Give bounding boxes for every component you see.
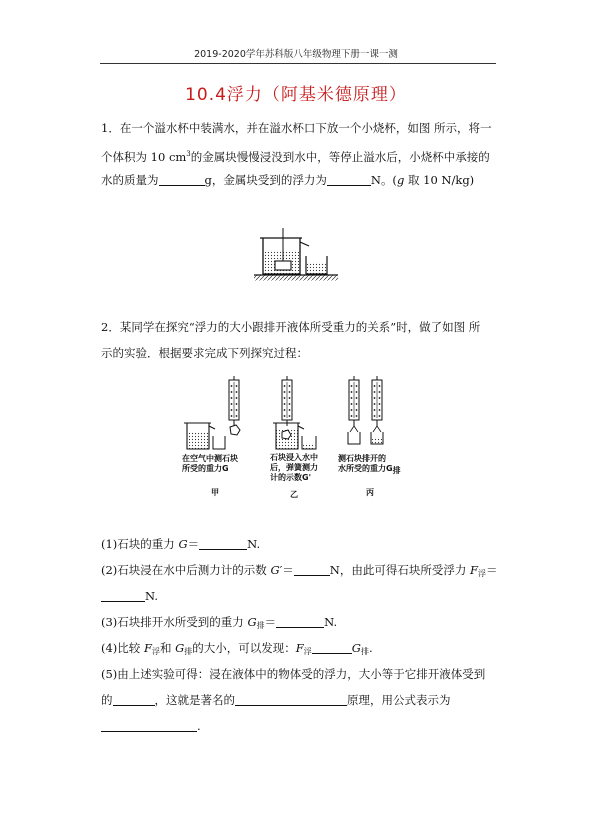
q2-line-2: 示的实验．根据要求完成下列探究过程：: [101, 346, 308, 360]
ground: [254, 275, 338, 281]
page-header: 2019-2020学年苏科版八年级物理下册一课一测: [194, 49, 398, 60]
answer-blank[interactable]: [294, 563, 330, 576]
label-jia: 甲: [211, 488, 219, 497]
overflow-cup: [184, 423, 215, 449]
caption-yi: 石块浸入水中 后，弹簧测力 计的示数G': [270, 453, 318, 482]
answer-blank[interactable]: [101, 719, 197, 732]
label-bing: 丙: [366, 488, 374, 497]
metal-block-on-string: [275, 228, 291, 270]
subq-5-formula: .: [101, 718, 201, 734]
caption-bing: 测石块排开的 水所受的重力G排: [338, 454, 401, 475]
setup-yi: [273, 376, 316, 449]
stone: [230, 425, 240, 435]
overflow-cup-figure: [252, 224, 342, 286]
header-rule: [100, 63, 496, 64]
answer-blank[interactable]: [199, 537, 247, 550]
beaker-with-water-hanging: [371, 426, 383, 444]
subq-2-cont: N.: [101, 588, 158, 604]
caption-jia: 在空气中测石块 所受的重力G: [182, 454, 238, 473]
label-yi: 乙: [290, 490, 298, 499]
q2-line-1: 2．某同学在探究“浮力的大小跟排开液体所受重力的关系”时，做了如图 所: [101, 320, 481, 334]
subq-1: (1)石块的重力 G＝ N.: [101, 537, 261, 551]
subq-2: (2)石块浸在水中后测力计的示数 G′＝ N，由此可得石块所受浮力 $F_浮=$: [101, 563, 498, 578]
small-beaker: [213, 436, 225, 449]
q1-line-2: 个体积为 10 $cm^3$的金属块慢慢浸没到水中，等停止溢水后，小烧杯中承接的: [101, 150, 490, 164]
subq-3: (3)石块排开水所受到的重力 $G_排= N$.: [101, 615, 338, 630]
subq-4: (4)比较 $F_浮$和 $G_排$的大小，可以发现：$F_浮$ $G_排$.: [101, 641, 373, 656]
answer-blank[interactable]: [235, 693, 347, 706]
answer-blank[interactable]: [327, 173, 371, 186]
empty-beaker-hanging: [348, 426, 360, 444]
setup-jia: [184, 376, 240, 449]
answer-blank[interactable]: [159, 173, 205, 186]
setup-bing: [348, 376, 383, 444]
q1-line-3: 水的质量为 g，金属块受到的浮力为 N。(g 取 10 N/kg): [101, 173, 475, 187]
spring-scale: [372, 376, 382, 426]
spring-scale: [229, 376, 239, 426]
spring-scale: [349, 376, 359, 426]
subq-5-cont: 的 ，这就是著名的 原理，用公式表示为: [101, 693, 451, 707]
experiment-figure: [182, 372, 402, 452]
spring-scale: [282, 376, 292, 426]
answer-blank[interactable]: [113, 693, 155, 706]
q1-line-1: 1．在一个溢水杯中装满水，并在溢水杯口下放一个小烧杯，如图 所示，将一: [101, 121, 492, 135]
answer-blank[interactable]: [312, 641, 352, 654]
small-beaker: [302, 436, 316, 449]
subq-5: (5)由上述实验可得：浸在液体中的物体受的浮力，大小等于它排开液体受到: [101, 667, 486, 681]
answer-blank[interactable]: [276, 615, 324, 628]
answer-blank[interactable]: [101, 589, 145, 602]
page-title: 10.4浮力（阿基米德原理）: [185, 85, 407, 105]
small-beaker: [306, 256, 327, 274]
